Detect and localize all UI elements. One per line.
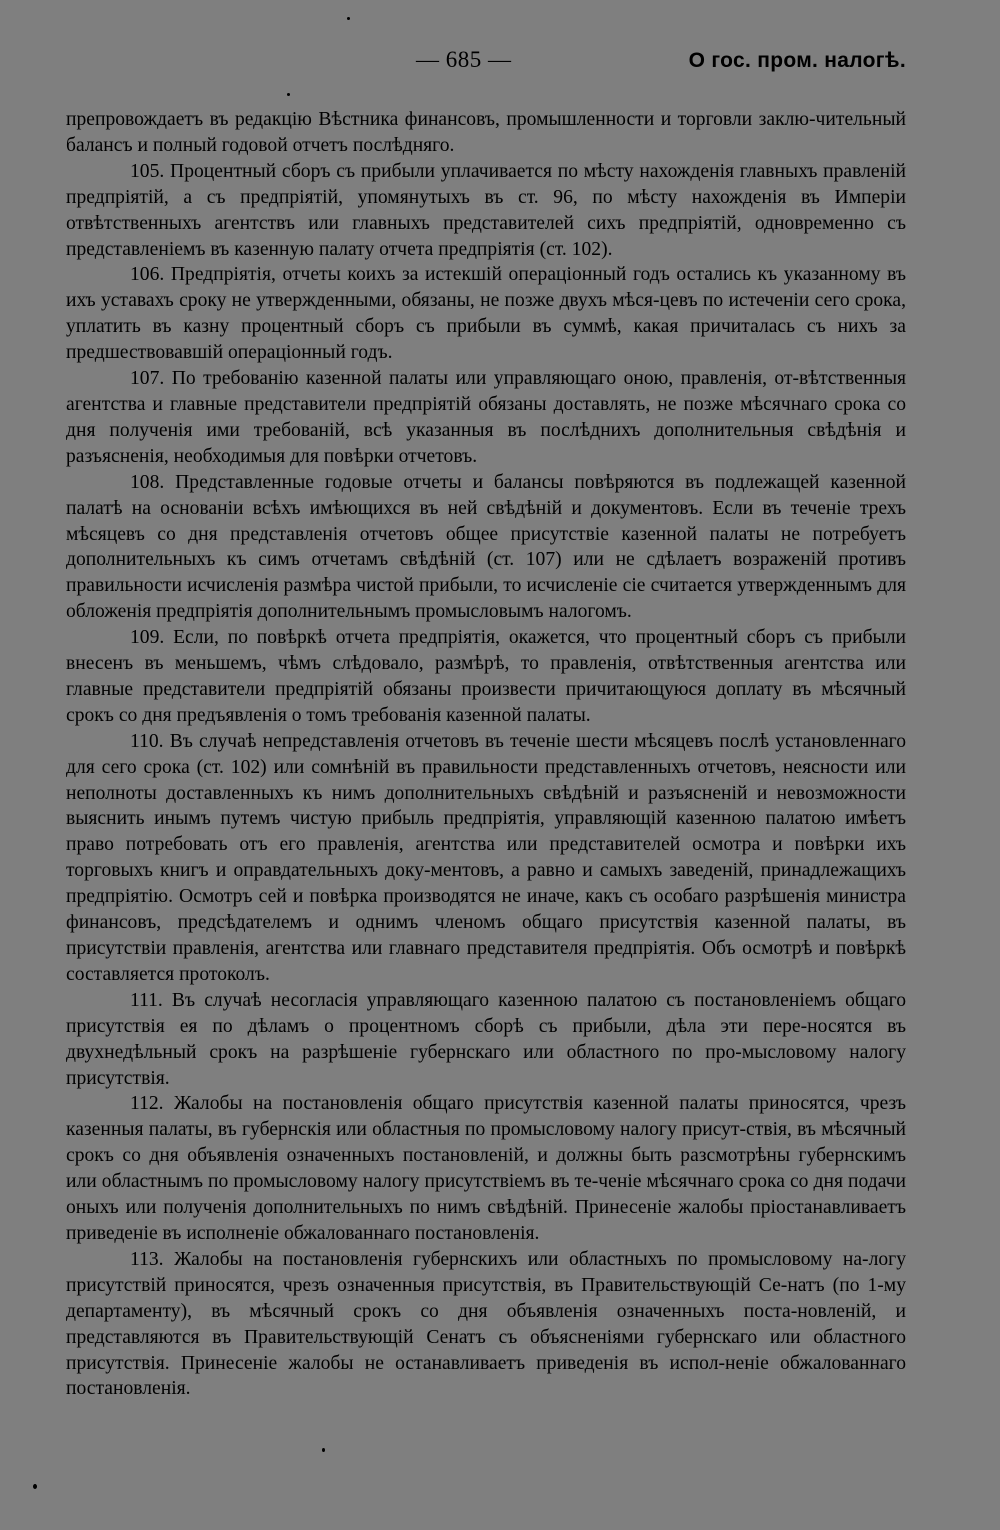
- ink-speck: [322, 1448, 325, 1452]
- paragraph-113: 113. Жалобы на постановленія губернскихъ или областныхъ по промысловому на-логу присутствій приносятся, чрезъ означенныя присутствія, въ Правительствующій Се-натъ (по 1-му департаменту), въ мѣсячный срокъ со дня объявленія означенныхъ поста-новленій, и представляются въ Правительствующій Сенатъ съ объясненіями губернскаго или областного присутствія. Принесеніе жалобы не останавливаетъ приведенія въ испол-неніе обжалованнаго постановленія.: [66, 1248, 906, 1400]
- paragraph-108: 108. Представленные годовые отчеты и балансы повѣряются въ подлежащей казенной палатѣ на основаніи всѣхъ имѣющихся въ ней свѣдѣній и документовъ. Если въ теченіе трехъ мѣсяцевъ со дня представленія отчетовъ общее присутствіе казенной палаты не потребуетъ дополнительныхъ къ симъ отчетамъ свѣдѣній (ст. 107) или не сдѣлаетъ возраженій противъ правильности исчисленія размѣра чистой прибыли, то исчисленіе сіе считается утвержденнымъ для обложенія предпріятія дополнительнымъ промысловымъ налогомъ.: [66, 471, 906, 623]
- page-number: — 685 —: [416, 47, 512, 72]
- paragraph-continuation: препровождаетъ въ редакцію Вѣстника финансовъ, промышленности и торговли заклю-чительный балансъ и полный годовой отчетъ послѣдняго.: [66, 109, 906, 156]
- paragraph-111: 111. Въ случаѣ несогласія управляющаго казенною палатою съ постановленіемъ общаго присутствія ея по дѣламъ о процентномъ сборѣ съ прибыли, дѣла эти пере-носятся въ двухнедѣльный срокъ на разрѣшеніе губернскаго или областного по про-мысловому налогу присутствія.: [66, 989, 906, 1089]
- paragraph-110: 110. Въ случаѣ непредставленія отчетовъ въ теченіе шести мѣсяцевъ послѣ установленнаго для сего срока (ст. 102) или сомнѣній въ правильности представленныхъ отчетовъ, неясности или неполноты доставленныхъ къ нимъ дополнительныхъ свѣдѣній и разъясненій и невозможности выяснить инымъ путемъ чистую прибыль предпріятія, управляющій казенною палатою имѣетъ право потребовать отъ его правленія, агентства или представителей осмотра и повѣрки ихъ торговыхъ книгъ и оправдательныхъ доку-ментовъ, а равно и самыхъ заведеній, принадлежащихъ предпріятію. Осмотръ сей и повѣрка производятся не иначе, какъ съ особаго разрѣшенія министра финансовъ, предсѣдателемъ и однимъ членомъ общаго присутствія казенной палаты, въ присутствіи правленія, агентства или главнаго представителя предпріятія. Объ осмотрѣ и повѣркѣ составляется протоколъ.: [66, 730, 906, 985]
- ink-speck: [287, 93, 290, 96]
- body-text: [66, 107, 906, 1402]
- ink-speck: [33, 1484, 37, 1489]
- paragraph-105: 105. Процентный сборъ съ прибыли уплачивается по мѣсту нахожденія главныхъ правленій предпріятій, а съ предпріятій, упомянутыхъ въ ст. 96, по мѣсту нахожденія въ Имперіи отвѣтственныхъ агентствъ или главныхъ представителей сихъ предпріятій, одновременно съ представленіемъ въ казенную палату отчета предпріятія (ст. 102).: [66, 160, 906, 260]
- page-header: [0, 44, 1000, 80]
- paragraph-109: 109. Если, по повѣркѣ отчета предпріятія, окажется, что процентный сборъ съ прибыли внесенъ въ меньшемъ, чѣмъ слѣдовало, размѣрѣ, то правленія, отвѣтственныя агентства или главные представители предпріятій обязаны произвести причитающуюся доплату въ мѣсячный срокъ со дня предъявленія о томъ требованія казенной палаты.: [66, 627, 906, 726]
- running-head: О гос. пром. налогѣ.: [688, 49, 906, 72]
- paragraph-112: 112. Жалобы на постановленія общаго присутствія казенной палаты приносятся, чрезъ казенныя палаты, въ губернскія или областныя по промысловому налогу присут-ствія, въ мѣсячный срокъ со дня объявленія означенныхъ постановленій, и должны быть разсмотрѣны губернскимъ или областнымъ по промысловому налогу присутствіемъ въ те-ченіе мѣсячнаго срока со дня подачи оныхъ или полученія дополнительныхъ по нимъ свѣдѣній. Принесеніе жалобы пріостанавливаетъ приведеніе въ исполненіе обжалованнаго постановленія.: [66, 1093, 906, 1244]
- paragraph-106: 106. Предпріятія, отчеты коихъ за истекшій операціонный годъ остались къ указанному въ ихъ уставахъ сроку не утвержденными, обязаны, не позже двухъ мѣся-цевъ по истеченіи сего срока, уплатить въ казну процентный сборъ съ прибыли въ суммѣ, какая причиталась съ нихъ за предшествовавшій операціонный годъ.: [66, 264, 906, 364]
- paragraph-107: 107. По требованію казенной палаты или управляющаго оною, правленія, от-вѣтственныя агентства и главные представители предпріятій обязаны доставлять, не позже мѣсячнаго срока со дня полученія ими требованій, всѣ указанныя въ послѣднихъ дополнительныя свѣдѣнія и разъясненія, необходимыя для повѣрки отчетовъ.: [66, 368, 906, 467]
- ink-speck: [347, 17, 350, 20]
